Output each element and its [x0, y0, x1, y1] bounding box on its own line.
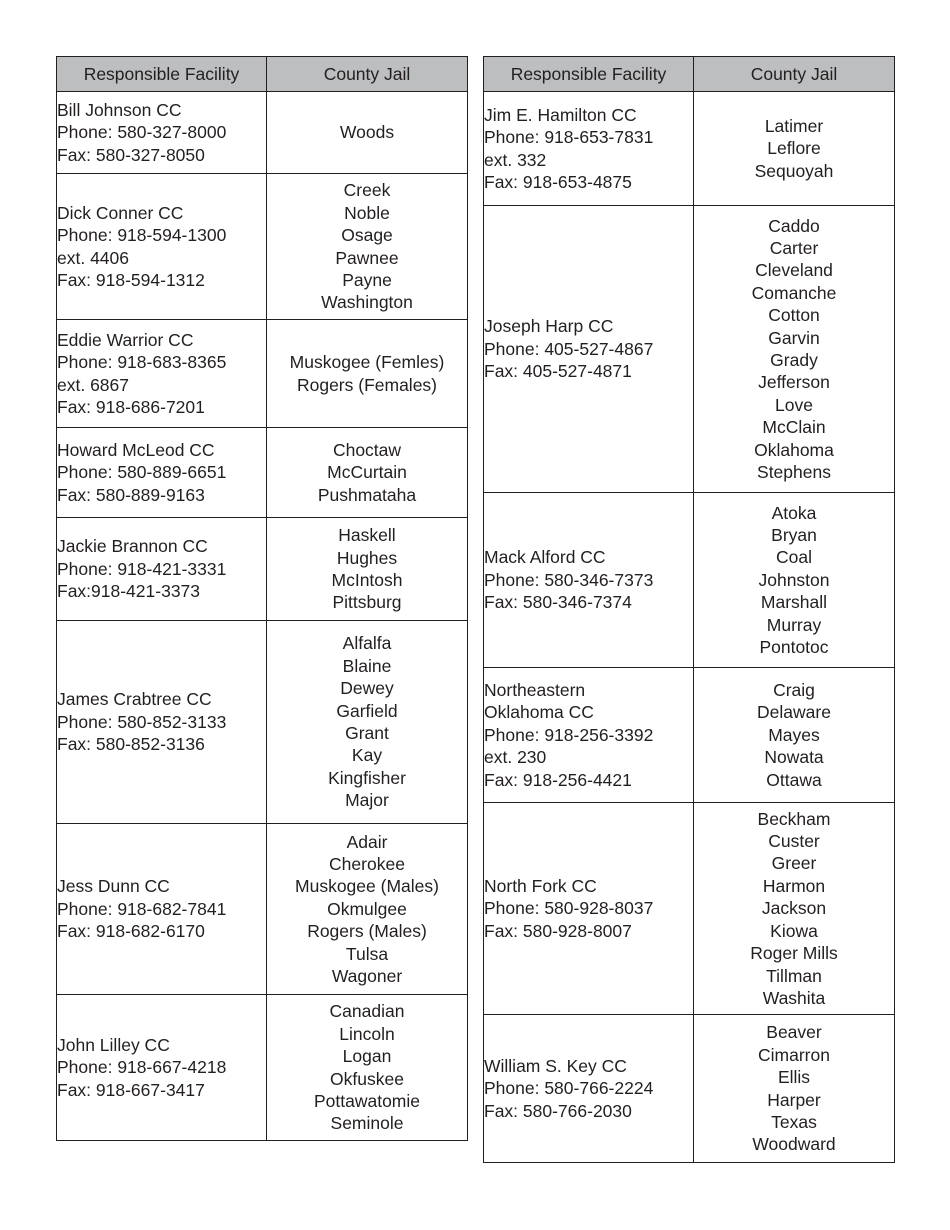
county-name: McIntosh [331, 570, 403, 590]
county-jail-cell [267, 92, 468, 174]
county-name: Kay [351, 745, 383, 766]
facility-line: Jackie Brannon CC [57, 536, 208, 557]
table-row [484, 1015, 895, 1163]
county-name: Cimarron [758, 1044, 830, 1065]
county-name: Custer [768, 831, 820, 852]
county-name: Sequoyah [754, 160, 834, 181]
facility-line: ext. 6867 [57, 374, 129, 395]
facility-cell [57, 92, 267, 174]
facility-line: Bill Johnson CC [57, 99, 182, 120]
county-name: McCurtain [327, 462, 407, 483]
table-row [57, 518, 468, 621]
county-name: Okfuskee [330, 1068, 404, 1089]
county-jail-cell [267, 518, 468, 621]
facility-cell [57, 995, 267, 1141]
county-name: Pittsburg [332, 592, 402, 613]
facility-line: North Fork CC [484, 875, 597, 896]
county-name: Choctaw [332, 439, 402, 460]
county-name: Ottawa [766, 769, 822, 790]
facility-line: Phone: 580-889-6651 [57, 462, 227, 483]
county-name: Stephens [757, 462, 831, 483]
facility-line: Dick Conner CC [57, 202, 184, 223]
county-jail-cell [267, 320, 468, 428]
header-county-jail: County Jail [694, 57, 895, 92]
header-county-jail: County Jail [267, 57, 468, 92]
county-name: Blaine [342, 655, 392, 676]
county-name: Carter [769, 237, 819, 258]
county-name: Woodward [752, 1134, 836, 1155]
facility-line: Phone: 918-653-7831 [484, 127, 654, 148]
county-name: Delaware [757, 702, 831, 723]
facility-line: Phone: 580-766-2224 [484, 1078, 654, 1099]
county-name: Noble [344, 202, 390, 223]
county-name: Comanche [751, 282, 837, 303]
table-body-left [57, 92, 468, 1141]
facility-cell [484, 1015, 694, 1163]
facility-line: Fax: 580-327-8050 [57, 144, 205, 165]
county-jail-cell [694, 206, 895, 493]
county-name: Tillman [766, 965, 822, 986]
county-name: Harper [767, 1089, 821, 1110]
county-name: Cotton [768, 305, 820, 326]
facility-cell [57, 621, 267, 824]
header-responsible-facility: Responsible Facility [57, 57, 267, 92]
county-jail-cell [267, 995, 468, 1141]
county-name: Greer [771, 853, 817, 874]
county-name: Beckham [757, 808, 831, 829]
county-name: Craig [773, 679, 815, 700]
facility-line: Mack Alford CC [484, 547, 606, 568]
county-name: Garvin [768, 327, 820, 348]
facility-line: Fax: 918-653-4875 [484, 171, 632, 192]
facility-line: Jess Dunn CC [57, 876, 170, 897]
table-row [484, 493, 895, 668]
facility-line: William S. Key CC [484, 1055, 627, 1076]
facility-table-right [483, 56, 895, 1163]
county-name: Latimer [764, 115, 824, 136]
table-row [57, 174, 468, 320]
county-name: Cleveland [755, 260, 833, 281]
table-row [57, 995, 468, 1141]
county-name: Kingfisher [328, 767, 406, 788]
county-name: Cherokee [329, 853, 405, 874]
county-name: Haskell [338, 525, 396, 546]
facility-line: Phone: 580-327-8000 [57, 122, 227, 143]
facility-line: Fax: 405-527-4871 [484, 361, 632, 382]
county-name: Garfield [336, 700, 398, 721]
table-row [57, 621, 468, 824]
table-body-right [484, 92, 895, 1163]
table-row [57, 320, 468, 428]
facility-line: Howard McLeod CC [57, 439, 215, 460]
facility-line: Phone: 405-527-4867 [484, 338, 654, 359]
facility-line: Fax: 580-766-2030 [484, 1100, 632, 1121]
county-name: Seminole [330, 1113, 404, 1134]
county-name: Coal [776, 547, 812, 568]
county-name: Johnston [758, 569, 830, 590]
county-name: Wagoner [331, 966, 403, 987]
county-name: Rogers (Females) [296, 374, 438, 395]
facility-line: ext. 332 [484, 149, 547, 170]
county-name: Kiowa [770, 920, 818, 941]
facility-line: ext. 4406 [57, 247, 129, 268]
facility-line: Phone: 918-594-1300 [57, 225, 227, 246]
facility-line: Phone: 580-852-3133 [57, 711, 227, 732]
county-name: Rogers (Males) [307, 921, 427, 942]
county-name: Leflore [767, 138, 821, 159]
facility-line: Northeastern [484, 679, 586, 700]
county-name: Major [345, 790, 389, 811]
county-name: Marshall [760, 592, 828, 613]
table-row [484, 92, 895, 206]
county-name: Adair [346, 831, 388, 852]
county-name: Dewey [340, 678, 394, 699]
facility-line: Phone: 918-683-8365 [57, 352, 227, 373]
facility-line: Fax: 918-682-6170 [57, 921, 205, 942]
county-name: Murray [766, 614, 822, 635]
county-name: Mayes [768, 724, 820, 745]
facility-cell [484, 668, 694, 803]
facility-line: Phone: 918-667-4218 [57, 1057, 227, 1078]
county-name: Pushmataha [317, 484, 417, 505]
facility-line: Fax: 580-889-9163 [57, 484, 205, 505]
county-jail-cell [694, 803, 895, 1015]
county-name: Jackson [761, 898, 827, 919]
county-name: Okmulgee [327, 898, 407, 919]
county-name: Osage [341, 225, 393, 246]
facility-line: Phone: 918-421-3331 [57, 558, 227, 579]
county-name: Oklahoma [754, 439, 834, 460]
county-name: Pawnee [335, 247, 399, 268]
county-name: Woods [339, 122, 395, 143]
county-name: Texas [771, 1111, 817, 1132]
county-name: Bryan [771, 524, 817, 545]
county-jail-cell [694, 493, 895, 668]
facility-line: Phone: 918-256-3392 [484, 724, 654, 745]
facility-line: Jim E. Hamilton CC [484, 104, 637, 125]
table-row [57, 428, 468, 518]
facility-line: Fax: 918-667-3417 [57, 1079, 205, 1100]
facility-line: Phone: 580-928-8037 [484, 898, 654, 919]
county-name: Ellis [777, 1067, 811, 1088]
county-name: Hughes [336, 547, 398, 568]
county-name: Grant [345, 723, 389, 743]
county-jail-cell [694, 1015, 895, 1163]
county-name: Muskogee (Males) [295, 876, 439, 897]
table-row [484, 206, 895, 493]
table-row [484, 803, 895, 1015]
facility-table-left [56, 56, 468, 1141]
county-jail-cell [694, 668, 895, 803]
county-name: Muskogee (Femles) [289, 352, 445, 373]
facility-line: Eddie Warrior CC [57, 329, 194, 350]
county-jail-cell [267, 824, 468, 995]
county-name: Logan [342, 1046, 392, 1067]
facility-cell [484, 493, 694, 668]
county-name: Harmon [762, 875, 826, 896]
county-name: Pottawatomie [313, 1090, 421, 1111]
facility-cell [484, 206, 694, 493]
header-responsible-facility: Responsible Facility [484, 57, 694, 92]
county-name: Nowata [764, 747, 824, 768]
facility-cell [57, 824, 267, 995]
county-name: Pontotoc [759, 637, 829, 658]
facility-cell [484, 92, 694, 206]
county-jail-cell [267, 428, 468, 518]
table-row [57, 824, 468, 995]
county-name: Jefferson [758, 372, 830, 393]
facility-cell [57, 518, 267, 621]
county-name: Alfalfa [342, 633, 392, 654]
facility-line: Fax:918-421-3373 [57, 581, 201, 602]
facility-line: Fax: 580-852-3136 [57, 734, 205, 755]
county-name: Beaver [766, 1022, 822, 1043]
header-row [484, 57, 895, 92]
county-jail-cell [267, 174, 468, 320]
county-name: Love [775, 394, 813, 415]
county-name: Atoka [771, 502, 817, 523]
table-row [57, 92, 468, 174]
county-jail-cell [694, 92, 895, 206]
table-row [484, 668, 895, 803]
facility-line: Phone: 918-682-7841 [57, 898, 227, 919]
facility-line: Fax: 580-346-7374 [484, 592, 632, 613]
facility-line: Fax: 918-594-1312 [57, 269, 205, 290]
facility-cell [57, 174, 267, 320]
facility-line: James Crabtree CC [57, 689, 212, 710]
county-name: Grady [770, 350, 818, 370]
facility-line: John Lilley CC [57, 1034, 170, 1055]
facility-line: Fax: 580-928-8007 [484, 920, 632, 941]
county-name: McClain [762, 417, 826, 438]
facility-cell [57, 428, 267, 518]
facility-cell [484, 803, 694, 1015]
facility-line: Oklahoma CC [484, 702, 594, 723]
facility-line: Phone: 580-346-7373 [484, 569, 654, 590]
facility-line: Joseph Harp CC [484, 316, 614, 337]
facility-cell [57, 320, 267, 428]
facility-line: ext. 230 [484, 747, 547, 768]
county-name: Creek [343, 180, 391, 201]
county-jail-cell [267, 621, 468, 824]
county-name: Canadian [329, 1001, 405, 1022]
county-name: Payne [342, 269, 392, 290]
county-name: Roger Mills [750, 943, 838, 964]
county-name: Washington [321, 292, 413, 313]
facility-line: Fax: 918-686-7201 [57, 396, 205, 417]
county-name: Washita [762, 987, 826, 1008]
header-row [57, 57, 468, 92]
facility-line: Fax: 918-256-4421 [484, 769, 632, 790]
county-name: Caddo [768, 215, 820, 236]
county-name: Lincoln [339, 1023, 395, 1044]
county-name: Tulsa [345, 943, 389, 964]
